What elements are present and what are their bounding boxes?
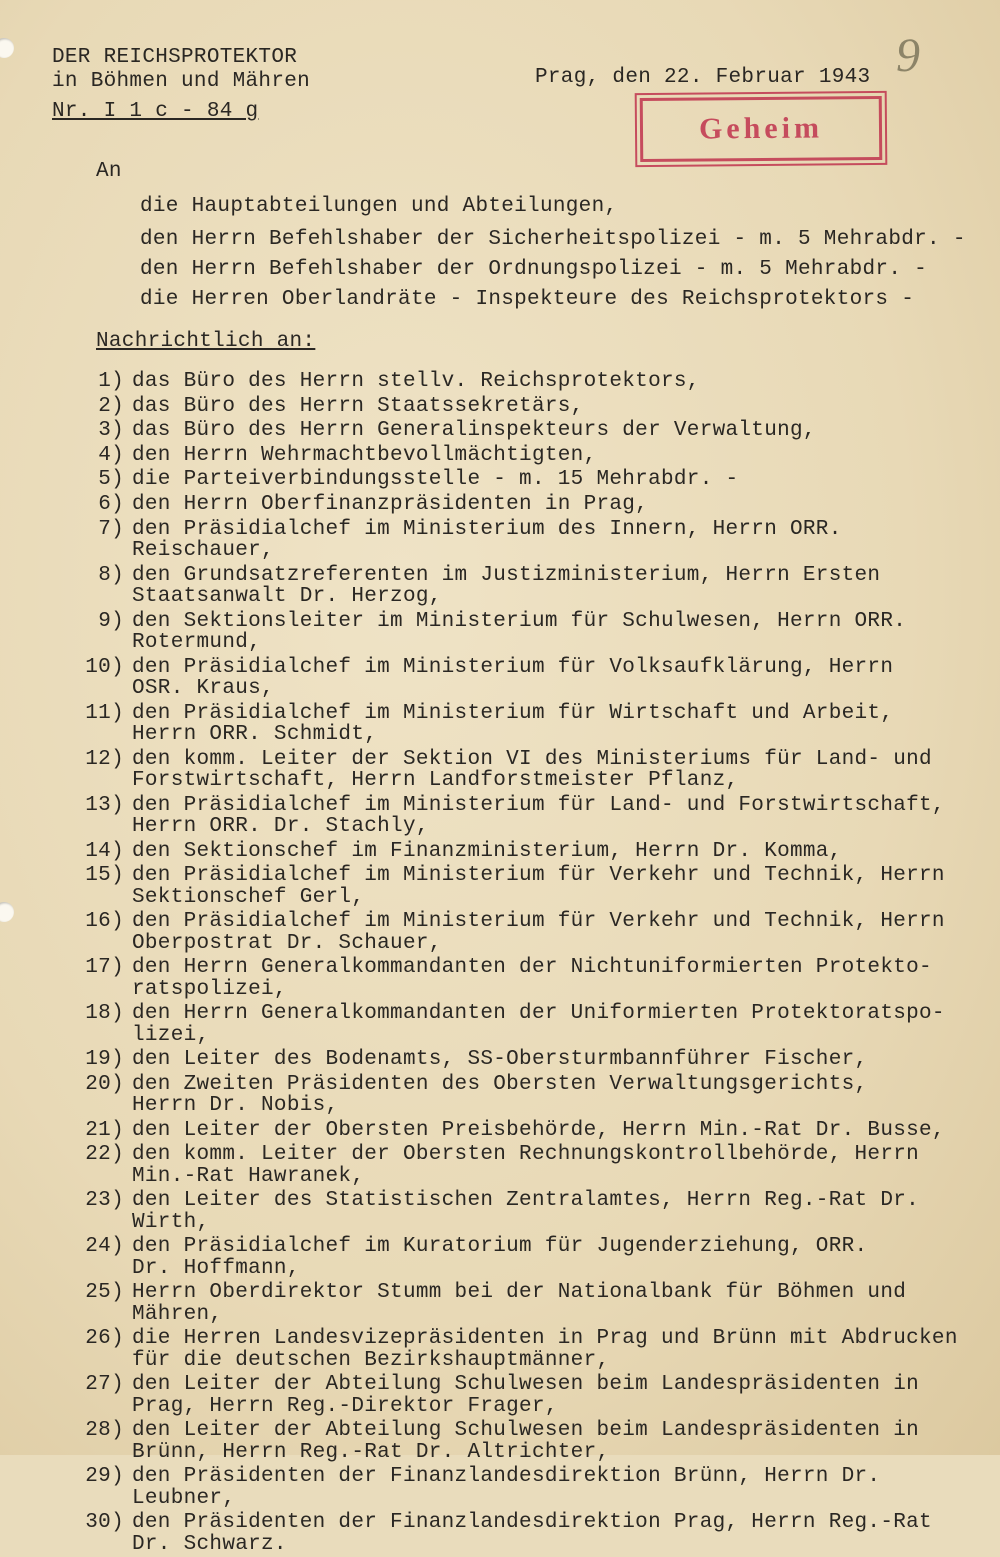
cc-item-line: für die deutschen Bezirkshauptmänner,	[132, 1348, 610, 1372]
recipient-line: den Herrn Befehlshaber der Sicherheitspolizei - m. 5 Mehrabdr. -	[140, 228, 966, 251]
cc-item-line: die Parteiverbindungsstelle - m. 15 Mehrabdr. -	[132, 468, 739, 492]
cc-item-line: Prag, Herrn Reg.-Direktor Frager,	[132, 1394, 558, 1418]
cc-item-number: 20)	[85, 1072, 124, 1096]
cc-heading: Nachrichtlich an:	[96, 330, 316, 353]
cc-item-line: den Herrn Oberfinanzpräsidenten in Prag,	[132, 493, 649, 516]
cc-item-line: den Präsidialchef im Ministerium für Verkehr und Technik, Herrn	[132, 864, 945, 888]
punch-hole	[0, 38, 14, 58]
cc-item-number: 14)	[85, 839, 124, 863]
cc-item-line: den Leiter des Statistischen Zentralamtes, Herrn Reg.-Rat Dr.	[132, 1189, 920, 1213]
cc-item-line: den Präsidenten der Finanzlandesdirektion Brünn, Herrn Dr.	[132, 1465, 881, 1489]
cc-item-line: Dr. Schwarz.	[132, 1532, 287, 1556]
cc-item-line: den komm. Leiter der Sektion VI des Ministeriums für Land- und	[132, 747, 932, 771]
place-date: Prag, den 22. Februar 1943	[535, 66, 871, 89]
cc-item-number: 24)	[85, 1235, 124, 1259]
cc-item-number: 16)	[85, 910, 124, 934]
cc-item-number: 15)	[85, 864, 124, 888]
cc-item-line: Herrn Dr. Nobis,	[132, 1094, 339, 1118]
cc-item-line: den Präsidialchef im Ministerium für Volksaufklärung, Herrn	[132, 655, 894, 679]
cc-item-number: 13)	[85, 793, 124, 817]
cc-item-number: 18)	[85, 1002, 124, 1026]
cc-item-line: den Präsidialchef im Ministerium für Verkehr und Technik, Herrn	[132, 910, 945, 934]
authority-line-1: DER REICHSPROTEKTOR	[52, 46, 298, 69]
cc-item-line: den Leiter der Abteilung Schulwesen beim Landespräsidenten in	[132, 1373, 920, 1397]
cc-item-line: Staatsanwalt Dr. Herzog,	[132, 585, 442, 608]
cc-item-number: 17)	[85, 956, 124, 980]
cc-item-line: OSR. Kraus,	[132, 677, 274, 700]
cc-item-number: 21)	[85, 1118, 124, 1142]
cc-item-line: den Präsidialchef im Ministerium für Land- und Forstwirtschaft,	[132, 793, 945, 817]
cc-item-line: den Herrn Generalkommandanten der Uniformierten Protektoratspo-	[132, 1002, 945, 1026]
recipient-line: den Herrn Befehlshaber der Ordnungspolizei - m. 5 Mehrabdr. -	[140, 258, 928, 281]
cc-item-line: den Leiter des Bodenamts, SS-Obersturmbannführer Fischer,	[132, 1048, 868, 1072]
cc-item-number: 4)	[98, 443, 124, 467]
cc-item-number: 3)	[98, 419, 124, 443]
cc-item-number: 7)	[98, 517, 124, 541]
recipient-line: die Herren Oberlandräte - Inspekteure des Reichsprotektors -	[140, 288, 915, 311]
salutation: An	[96, 160, 122, 183]
cc-item-number: 19)	[85, 1048, 124, 1072]
cc-item-line: den Leiter der Abteilung Schulwesen beim Landespräsidenten in	[132, 1419, 920, 1443]
cc-item-number: 22)	[85, 1143, 124, 1167]
cc-item-line: Forstwirtschaft, Herrn Landforstmeister Pflanz,	[132, 769, 739, 792]
cc-item-line: den Präsidenten der Finanzlandesdirektion Prag, Herrn Reg.-Rat	[132, 1511, 932, 1535]
reference-number: Nr. I 1 c - 84 g	[52, 100, 259, 123]
cc-item-line: das Büro des Herrn Staatssekretärs,	[132, 394, 584, 418]
cc-item-line: den komm. Leiter der Obersten Rechnungskontrollbehörde, Herrn	[132, 1143, 920, 1167]
cc-item-line: den Präsidialchef im Ministerium des Innern, Herrn ORR.	[132, 517, 842, 541]
authority-line-2: in Böhmen und Mähren	[52, 70, 311, 93]
cc-item-number: 27)	[85, 1373, 124, 1397]
secret-stamp: Geheim	[640, 96, 883, 162]
cc-item-number: 8)	[98, 563, 124, 587]
cc-item-number: 12)	[85, 747, 124, 771]
cc-item-line: lizei,	[132, 1023, 210, 1047]
cc-item-line: Oberpostrat Dr. Schauer,	[132, 931, 442, 955]
cc-item-line: den Sektionschef im Finanzministerium, Herrn Dr. Komma,	[132, 839, 842, 863]
cc-item-line: das Büro des Herrn Generalinspekteurs der Verwaltung,	[132, 419, 816, 443]
cc-item-number: 25)	[85, 1281, 124, 1305]
recipient-line: die Hauptabteilungen und Abteilungen,	[140, 195, 618, 218]
cc-item-line: Herrn ORR. Schmidt,	[132, 723, 378, 746]
cc-item-number: 29)	[85, 1465, 124, 1489]
cc-item-line: ratspolizei,	[132, 977, 287, 1001]
cc-item-line: Leubner,	[132, 1486, 236, 1510]
cc-item-line: den Herrn Wehrmachtbevollmächtigten,	[132, 443, 597, 467]
cc-item-line: Wirth,	[132, 1210, 210, 1234]
cc-item-line: den Herrn Generalkommandanten der Nichtuniformierten Protekto-	[132, 956, 932, 980]
cc-item-line: das Büro des Herrn stellv. Reichsprotektors,	[132, 370, 700, 393]
cc-item-line: Mähren,	[132, 1302, 223, 1326]
cc-item-number: 10)	[85, 655, 124, 679]
cc-item-number: 11)	[85, 701, 124, 725]
cc-item-line: den Grundsatzreferenten im Justizministerium, Herrn Ersten	[132, 563, 881, 587]
cc-item-number: 2)	[98, 394, 124, 418]
cc-item-number: 28)	[85, 1419, 124, 1443]
cc-item-number: 5)	[98, 468, 124, 492]
cc-item-number: 30)	[85, 1511, 124, 1535]
cc-item-line: Brünn, Herrn Reg.-Rat Dr. Altrichter,	[132, 1440, 610, 1464]
cc-item-number: 9)	[98, 609, 124, 633]
cc-item-line: Sektionschef Gerl,	[132, 885, 365, 909]
cc-item-line: den Zweiten Präsidenten des Obersten Verwaltungsgerichts,	[132, 1072, 868, 1096]
cc-item-line: die Herren Landesvizepräsidenten in Prag und Brünn mit Abdrucken	[132, 1327, 958, 1351]
punch-hole	[0, 902, 14, 922]
cc-item-line: den Präsidialchef im Kuratorium für Jugenderziehung, ORR.	[132, 1235, 868, 1259]
cc-item-line: den Leiter der Obersten Preisbehörde, Herrn Min.-Rat Dr. Busse,	[132, 1118, 945, 1142]
pencil-folio-mark: 9	[896, 29, 920, 82]
cc-item-line: Min.-Rat Hawranek,	[132, 1164, 365, 1188]
cc-item-line: Rotermund,	[132, 631, 262, 654]
cc-item-number: 26)	[85, 1327, 124, 1351]
cc-item-line: Herrn ORR. Dr. Stachly,	[132, 815, 429, 838]
cc-item-line: Dr. Hoffmann,	[132, 1256, 300, 1280]
cc-item-number: 23)	[85, 1189, 124, 1213]
cc-item-line: den Präsidialchef im Ministerium für Wirtschaft und Arbeit,	[132, 701, 894, 725]
cc-item-number: 1)	[98, 370, 124, 393]
cc-item-line: Reischauer,	[132, 539, 274, 562]
cc-item-line: Herrn Oberdirektor Stumm bei der Nationalbank für Böhmen und	[132, 1281, 907, 1305]
cc-item-number: 6)	[98, 493, 124, 516]
cc-item-line: den Sektionsleiter im Ministerium für Schulwesen, Herrn ORR.	[132, 609, 907, 633]
